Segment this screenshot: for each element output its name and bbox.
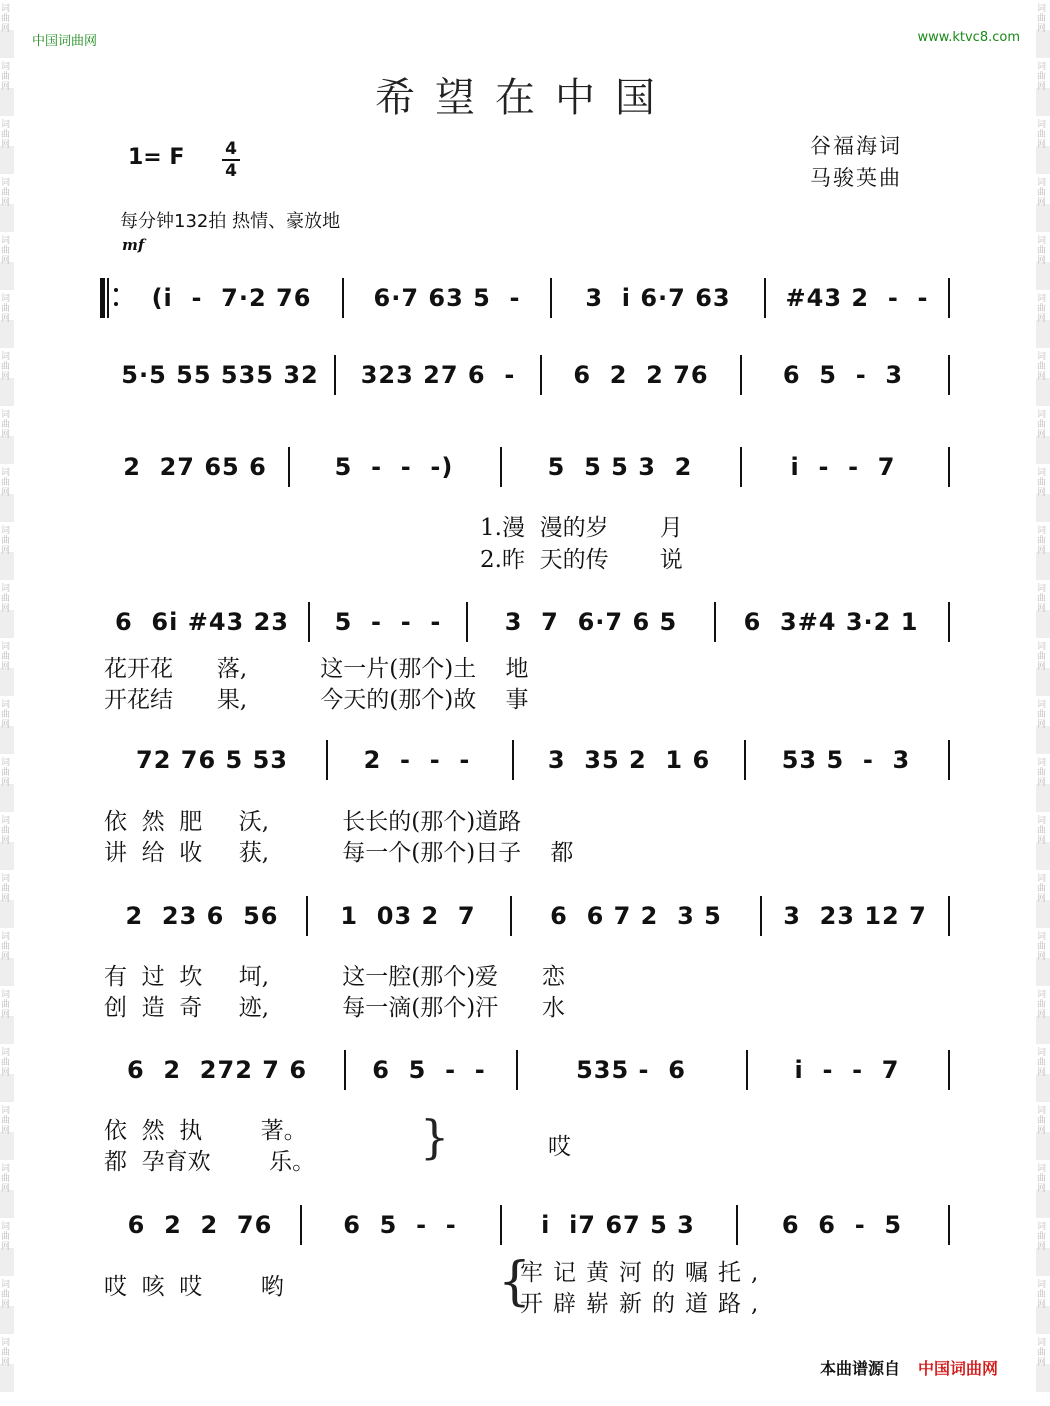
time-signature-top: 4 (225, 139, 237, 159)
side-watermark: 词曲网 (1037, 526, 1047, 556)
measure: 6 6i #43 23 (115, 608, 289, 636)
measure: 6 5 - - (372, 1056, 486, 1084)
side-watermark: 词曲网 (1, 584, 11, 614)
lyrics-shared: 哎 咳 哎 哟 (104, 1274, 284, 1300)
side-watermark: 词曲网 (1037, 584, 1047, 614)
measure: 1 03 2 7 (340, 902, 476, 930)
measure: #43 2 - - (785, 284, 929, 312)
credits (810, 130, 902, 194)
side-watermark: 词曲网 (1, 1106, 11, 1136)
side-watermark: 词曲网 (1, 1280, 11, 1310)
side-watermark: 词曲网 (1037, 990, 1047, 1020)
lyrics-verse-1: 依 然 肥 沃, 长长的(那个)道路 (104, 809, 522, 835)
side-watermark: 词曲网 (1037, 468, 1047, 498)
score-row-5 (100, 740, 955, 780)
measure: 3 7 6·7 6 5 (504, 608, 678, 636)
side-watermark: 词曲网 (1, 874, 11, 904)
measure: 323 27 6 - (360, 361, 516, 389)
song-title: 希望在中国 (375, 75, 675, 121)
side-watermark: 词曲网 (1, 468, 11, 498)
measure: 6 6 7 2 3 5 (550, 902, 722, 930)
measure: 6 3#4 3·2 1 (743, 608, 919, 636)
verse-brace: { (498, 1252, 532, 1312)
side-watermark: 词曲网 (1, 758, 11, 788)
score-row-2 (100, 355, 955, 395)
measure: 3 i 6·7 63 (585, 284, 731, 312)
side-watermark: 词曲网 (1, 352, 11, 382)
side-watermark: 词曲网 (1, 526, 11, 556)
side-watermark: 词曲网 (1037, 352, 1047, 382)
lyrics-verse-2: 开辟崭新的道路, (520, 1291, 769, 1317)
measure: i - - 7 (794, 1056, 900, 1084)
side-watermark: 词曲网 (1037, 932, 1047, 962)
left-watermark-strip (0, 0, 14, 1406)
verse-brace: } (420, 1110, 450, 1164)
side-watermark: 词曲网 (1037, 700, 1047, 730)
lyrics-verse-1: 花开花 落, 这一片(那个)土 地 (104, 656, 529, 682)
measure: i - - 7 (790, 453, 896, 481)
score-row-8 (100, 1205, 955, 1245)
time-signature (222, 140, 240, 180)
side-watermark: 词曲网 (1, 642, 11, 672)
side-watermark: 词曲网 (1, 120, 11, 150)
side-watermark: 词曲网 (1, 236, 11, 266)
source-site-link[interactable]: 中国词曲网 (918, 1359, 999, 1378)
lyrics-verse-2: 2.昨 天的传 说 (480, 547, 683, 573)
measure: 6·7 63 5 - (373, 284, 521, 312)
side-watermark: 词曲网 (1, 294, 11, 324)
lyrics-verse-1: 依 然 执 著。 (104, 1118, 307, 1144)
side-watermark: 词曲网 (1, 4, 11, 34)
side-watermark: 词曲网 (1037, 758, 1047, 788)
lyrics-verse-2: 开花结 果, 今天的(那个)故 事 (104, 687, 529, 713)
measure: 6 5 - 3 (782, 361, 904, 389)
measure: 72 76 5 53 (136, 746, 288, 774)
measure: 2 27 65 6 (123, 453, 267, 481)
measure: 535 - 6 (576, 1056, 686, 1084)
side-watermark: 词曲网 (1, 816, 11, 846)
dynamic-marking: mf (122, 236, 145, 254)
side-watermark: 词曲网 (1037, 1280, 1047, 1310)
key-signature: 1= F (128, 145, 185, 170)
composer: 马骏英曲 (810, 166, 902, 190)
measure: 53 5 - 3 (781, 746, 911, 774)
side-watermark: 词曲网 (1, 1164, 11, 1194)
score-row-1 (100, 278, 955, 318)
lyrics-verse-1: 牢记黄河的嘱托, (520, 1260, 769, 1286)
lyrics-verse-1: 有 过 坎 坷, 这一腔(那个)爱 恋 (104, 964, 566, 990)
side-watermark: 词曲网 (1, 1222, 11, 1252)
side-watermark: 词曲网 (1037, 874, 1047, 904)
measure: 6 2 2 76 (127, 1211, 273, 1239)
side-watermark: 词曲网 (1037, 236, 1047, 266)
score-row-4 (100, 602, 955, 642)
side-watermark: 词曲网 (1, 990, 11, 1020)
source-label: 本曲谱源自 (820, 1359, 901, 1378)
lyrics-verse-2: 都 孕育欢 乐。 (104, 1149, 316, 1175)
score-row-7 (100, 1050, 955, 1090)
side-watermark: 词曲网 (1, 932, 11, 962)
side-watermark: 词曲网 (1, 700, 11, 730)
time-signature-bottom: 4 (225, 161, 237, 181)
side-watermark: 词曲网 (1037, 1048, 1047, 1078)
measure: 5 5 5 3 2 (547, 453, 693, 481)
lyrics-verse-2: 创 造 奇 迹, 每一滴(那个)汗 水 (104, 995, 566, 1021)
measure: 2 23 6 56 (125, 902, 279, 930)
side-watermark: 词曲网 (1, 62, 11, 92)
lyrics-verse-1: 1.漫 漫的岁 月 (480, 515, 683, 541)
side-watermark: 词曲网 (1037, 410, 1047, 440)
measure: 5·5 55 535 32 (121, 361, 319, 389)
tempo-marking: 每分钟132拍 热情、豪放地 (120, 211, 341, 232)
site-name-left[interactable]: 中国词曲网 (32, 34, 98, 49)
measure: 6 5 - - (343, 1211, 457, 1239)
measure: 5 - - -) (334, 453, 454, 481)
side-watermark: 词曲网 (1037, 816, 1047, 846)
measure: 3 35 2 1 6 (547, 746, 711, 774)
side-watermark: 词曲网 (1, 410, 11, 440)
lyrics-verse-2: 讲 给 收 获, 每一个(那个)日子 都 (104, 840, 574, 866)
lyrics-shared: 哎 (548, 1134, 571, 1160)
lyricist: 谷福海词 (810, 134, 902, 158)
side-watermark: 词曲网 (1037, 4, 1047, 34)
measure: 2 - - - (363, 746, 471, 774)
side-watermark: 词曲网 (1037, 178, 1047, 208)
side-watermark: 词曲网 (1, 1048, 11, 1078)
side-watermark: 词曲网 (1037, 642, 1047, 672)
site-url-right[interactable]: www.ktvc8.com (917, 30, 1020, 45)
side-watermark: 词曲网 (1037, 1164, 1047, 1194)
measure: 6 6 - 5 (781, 1211, 903, 1239)
measure: i i7 67 5 3 (541, 1211, 695, 1239)
score-row-3 (100, 447, 955, 487)
measure: 3 23 12 7 (783, 902, 927, 930)
side-watermark: 词曲网 (1037, 120, 1047, 150)
right-watermark-strip (1036, 0, 1050, 1406)
score-row-6 (100, 896, 955, 936)
side-watermark: 词曲网 (1037, 62, 1047, 92)
measure: 5 - - - (334, 608, 442, 636)
measure: 6 2 272 7 6 (126, 1056, 308, 1084)
side-watermark: 词曲网 (1037, 1222, 1047, 1252)
measure: (i - 7·2 76 (151, 284, 312, 312)
measure: 6 2 2 76 (573, 361, 709, 389)
side-watermark: 词曲网 (1, 178, 11, 208)
side-watermark: 词曲网 (1, 1338, 11, 1368)
side-watermark: 词曲网 (1037, 1106, 1047, 1136)
side-watermark: 词曲网 (1037, 294, 1047, 324)
side-watermark: 词曲网 (1037, 1338, 1047, 1368)
source-footer (820, 1356, 998, 1379)
